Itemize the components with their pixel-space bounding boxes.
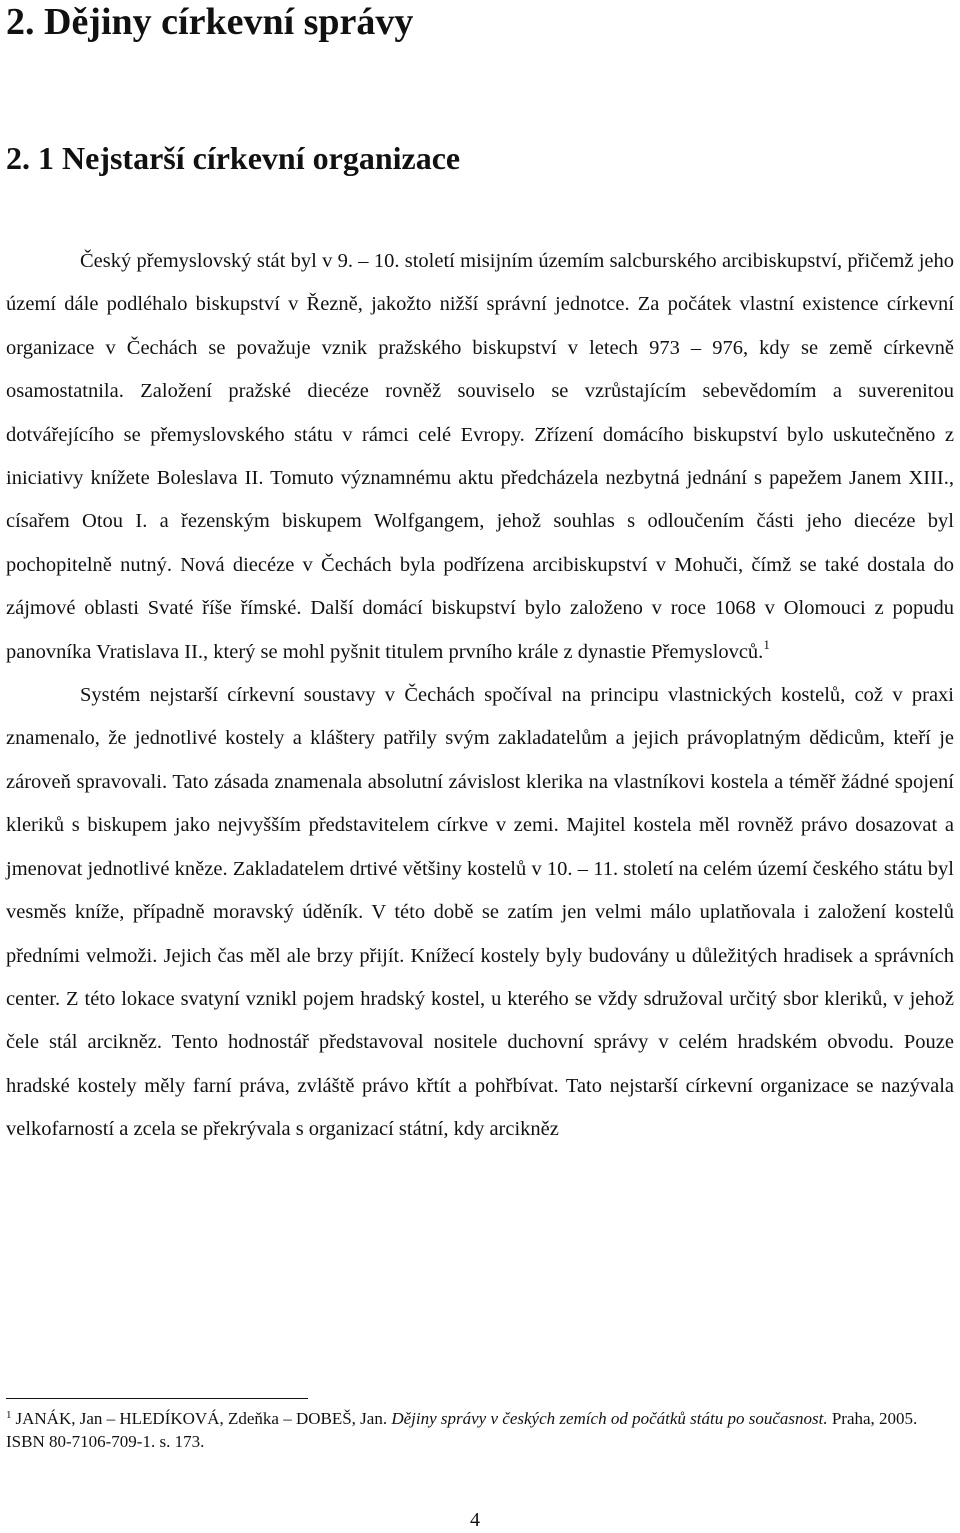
footnote — [6, 1407, 936, 1453]
paragraph-1 — [6, 240, 954, 674]
page-number: 4 — [470, 1509, 480, 1531]
footnote-authors: JANÁK, Jan – HLEDÍKOVÁ, Zdeňka – DOBEŠ, Jan. — [15, 1409, 392, 1428]
footnote-publication: Praha, 2005. ISBN 80-7106-709-1. s. 173. — [6, 1409, 918, 1451]
paragraph-2: Systém nejstarší církevní soustavy v Čechách spočíval na principu vlastnických kostelů, což v praxi znamenalo, že jednotlivé kostely a kláštery patřily svým zakladatelům a jejich právoplatným dědicům, kteří je zároveň spravovali. Tato zásada znamenala absolutní závislost klerika na vlastníkovi kostela a téměř žádné spojení kleriků s biskupem jako nejvyšším představitelem církve v zemi. Majitel kostela měl rovněž právo dosazovat a jmenovat jednotlivé kněze. Zakladatelem drtivé většiny kostelů v 10. – 11. století na celém území českého státu byl vesměs kníže, případně moravský úděník. V této době se zatím jen velmi málo uplatňovala i založení kostelů předními velmoži. Jejich čas měl ale brzy přijít. Knížecí kostely byly budovány u důležitých hradisek a správních center. Z této lokace svatyní vznikl pojem hradský kostel, u kterého se vždy sdružoval určitý sbor kleriků, v jehož čele stál arcikněz. Tento hodnostář představoval nositele duchovní správy v celém hradském obvodu. Pouze hradské kostely měly farní práva, zvláště právo křtít a pohřbívat. Tato nejstarší církevní organizace se nazývala velkofarností a zcela se překrývala s organizací státní, kdy arcikněz — [6, 684, 954, 1141]
footnote-separator — [6, 1398, 308, 1399]
footnote-book-title: Dějiny správy v českých zemích od počátků státu po současnost. — [391, 1409, 828, 1428]
paragraph-1-text: Český přemyslovský stát byl v 9. – 10. století misijním územím salcburského arcibiskupství, přičemž jeho území dále podléhalo biskupství v Řezně, jakožto nižší správní jednotce. Za počátek vlastní existence církevní organizace v Čechách se považuje vznik pražského biskupství v letech 973 – 976, kdy se země církevně osamostatnila. Založení pražské diecéze rovněž souviselo se vzrůstajícím sebevědomím a suverenitou dotvářejícího se přemyslovského státu v rámci celé Evropy. Zřízení domácího biskupství bylo uskutečněno z iniciativy knížete Boleslava II. Tomuto významnému aktu předcházela nezbytná jednání s papežem Janem XIII., císařem Otou I. a řezenským biskupem Wolfgangem, jehož souhlas s odloučením části jeho diecéze byl pochopitelně nutný. Nová diecéze v Čechách byla podřízena arcibiskupství v Mohuči, čímž se také dostala do zájmové oblasti Svaté říše římské. Další domácí biskupství bylo založeno v roce 1068 v Olomouci z popudu panovníka Vratislava II., který se mohl pyšnit titulem prvního krále z dynastie Přemyslovců. — [6, 250, 954, 663]
body-text — [6, 240, 954, 1152]
footnote-reference[interactable]: 1 — [763, 636, 770, 652]
chapter-title: 2. Dějiny církevní správy — [6, 1, 414, 43]
footnote-number: 1 — [6, 1409, 12, 1421]
section-title: 2. 1 Nejstarší církevní organizace — [6, 140, 461, 176]
